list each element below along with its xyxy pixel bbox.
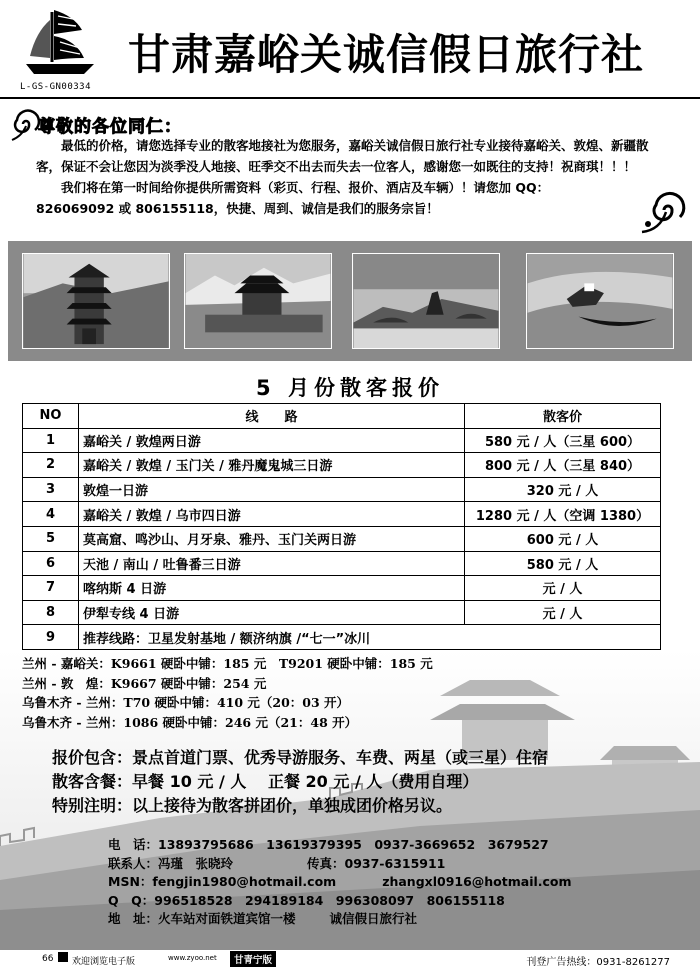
address-line bbox=[108, 910, 572, 929]
route-cell: 伊犁专线 4 日游 bbox=[79, 600, 465, 625]
table-row bbox=[23, 625, 661, 650]
column-header: NO bbox=[23, 404, 79, 429]
row-number: 3 bbox=[23, 477, 79, 502]
msn-address: zhangxl0916@hotmail.com bbox=[382, 874, 572, 889]
row-number: 7 bbox=[23, 576, 79, 601]
contact-person: 联系人：冯瑾 张晓玲 bbox=[108, 855, 234, 871]
intro-paragraph: 826069092 或 806155118，快捷、周到、诚信是我们的服务宗旨！ bbox=[36, 201, 439, 216]
train-line: 兰州 - 敦 煌：K9667 硬卧中铺：254 元 bbox=[22, 675, 267, 691]
route-cell: 天池 / 南山 / 吐鲁番三日游 bbox=[79, 551, 465, 576]
photo-strip bbox=[8, 241, 692, 361]
train-line: 兰州 - 嘉峪关：K9661 硬卧中铺：185 元 T9201 硬卧中铺：185 元 bbox=[22, 656, 433, 671]
train-line: 乌鲁木齐 - 兰州：T70 硬卧中铺：410 元（20：03 开） bbox=[22, 695, 350, 710]
route-cell: 推荐线路：卫星发射基地 / 额济纳旗 /“七一”冰川 bbox=[79, 625, 661, 650]
agency-name: 诚信假日旅行社 bbox=[329, 911, 418, 926]
row-number: 6 bbox=[23, 551, 79, 576]
table-row bbox=[23, 600, 661, 625]
price-cell: 580 元 / 人（三星 600） bbox=[465, 428, 661, 453]
column-header: 线 路 bbox=[79, 404, 465, 429]
ad-hotline: 刊登广告热线：0931-8261277 bbox=[526, 957, 670, 968]
footer-welcome: 欢迎浏览电子版 bbox=[72, 957, 136, 967]
table-row bbox=[23, 453, 661, 478]
route-cell: 喀纳斯 4 日游 bbox=[79, 576, 465, 601]
price-cell: 元 / 人 bbox=[465, 576, 661, 601]
route-cell: 莫高窟、鸣沙山、月牙泉、雅丹、玉门关两日游 bbox=[79, 526, 465, 551]
note-line: 散客含餐：早餐 10 元 / 人 正餐 20 元 / 人（费用自理） bbox=[52, 772, 479, 791]
greeting-heading: 尊敬的各位同仁： bbox=[38, 117, 182, 137]
row-number: 5 bbox=[23, 526, 79, 551]
page-header bbox=[0, 0, 700, 97]
row-number: 8 bbox=[23, 600, 79, 625]
header-divider bbox=[0, 97, 700, 99]
route-cell: 嘉峪关 / 敦煌 / 玉门关 / 雅丹魔鬼城三日游 bbox=[79, 453, 465, 478]
row-number: 2 bbox=[23, 453, 79, 478]
company-title: 甘肃嘉峪关诚信假日旅行社 bbox=[128, 30, 645, 79]
note-line: 报价包含：景点首道门票、优秀导游服务、车费、两星（或三星）住宿 bbox=[52, 748, 549, 767]
table-row bbox=[23, 576, 661, 601]
table-header-row bbox=[23, 404, 661, 429]
qq-line: Q Q：996518528 294189184 996308097 806155118 bbox=[108, 892, 505, 908]
route-cell: 嘉峪关 / 敦煌 / 乌市四日游 bbox=[79, 502, 465, 527]
msn-line bbox=[108, 873, 572, 892]
intro-text bbox=[36, 135, 672, 219]
table-row bbox=[23, 502, 661, 527]
yardang-desert-photo bbox=[352, 253, 500, 349]
column-header: 散客价 bbox=[465, 404, 661, 429]
table-row bbox=[23, 477, 661, 502]
note-line: 特别注明：以上接待为散客拼团价，单独成团价格另议。 bbox=[52, 796, 453, 815]
jiayuguan-fort-photo bbox=[184, 253, 332, 349]
price-table-title: 5 月份散客报价 bbox=[256, 376, 444, 400]
price-cell: 1280 元 / 人（空调 1380） bbox=[465, 502, 661, 527]
crescent-spring-photo bbox=[526, 253, 674, 349]
sailboat-logo-icon bbox=[22, 6, 98, 78]
price-cell: 580 元 / 人 bbox=[465, 551, 661, 576]
intro-line: 我们将在第一时间给你提供所需资料（彩页、行程、报价、酒店及车辆）！请您加 QQ： bbox=[61, 180, 550, 195]
route-cell: 嘉峪关 / 敦煌两日游 bbox=[79, 428, 465, 453]
msn-address: MSN：fengjin1980@hotmail.com bbox=[108, 874, 337, 889]
price-notes bbox=[52, 746, 548, 818]
route-cell: 敦煌一日游 bbox=[79, 477, 465, 502]
price-cell: 800 元 / 人（三星 840） bbox=[465, 453, 661, 478]
price-table bbox=[22, 403, 661, 650]
edition-badge: 甘青宁版 bbox=[230, 951, 276, 967]
table-row bbox=[23, 551, 661, 576]
price-cell: 元 / 人 bbox=[465, 600, 661, 625]
square-bullet-icon bbox=[58, 952, 68, 962]
intro-paragraph bbox=[36, 177, 672, 198]
table-row bbox=[23, 526, 661, 551]
address: 地 址：火车站对面铁道宾馆一楼 bbox=[108, 911, 296, 926]
contact-person-line bbox=[108, 855, 572, 874]
price-cell: 320 元 / 人 bbox=[465, 477, 661, 502]
row-number: 1 bbox=[23, 428, 79, 453]
page-footer bbox=[0, 948, 700, 970]
mogao-grottoes-photo bbox=[22, 253, 170, 349]
train-info bbox=[22, 654, 433, 732]
page-number: 66 bbox=[42, 954, 54, 964]
license-number: L-GS-GN00334 bbox=[20, 82, 92, 92]
footer-website: www.zyoo.net bbox=[168, 954, 217, 962]
row-number: 4 bbox=[23, 502, 79, 527]
table-row bbox=[23, 428, 661, 453]
train-line: 乌鲁木齐 - 兰州：1086 硬卧中铺：246 元（21：48 开） bbox=[22, 714, 358, 730]
fax-number: 传真：0937-6315911 bbox=[307, 855, 446, 871]
price-cell: 600 元 / 人 bbox=[465, 526, 661, 551]
row-number: 9 bbox=[23, 625, 79, 650]
phone-line: 电 话：13893795686 13619379395 0937-3669652 3679527 bbox=[108, 837, 549, 852]
intro-paragraph: 最低的价格，请您选择专业的散客地接社为您服务，嘉峪关诚信假日旅行社专业接待嘉峪关、敦煌、新疆散客，保证不会让您因为淡季没人地接、旺季交不出去而失去一位客人，感谢您一如既往的支持！祝商琪！！！ bbox=[36, 138, 649, 174]
contact-info bbox=[108, 836, 572, 929]
